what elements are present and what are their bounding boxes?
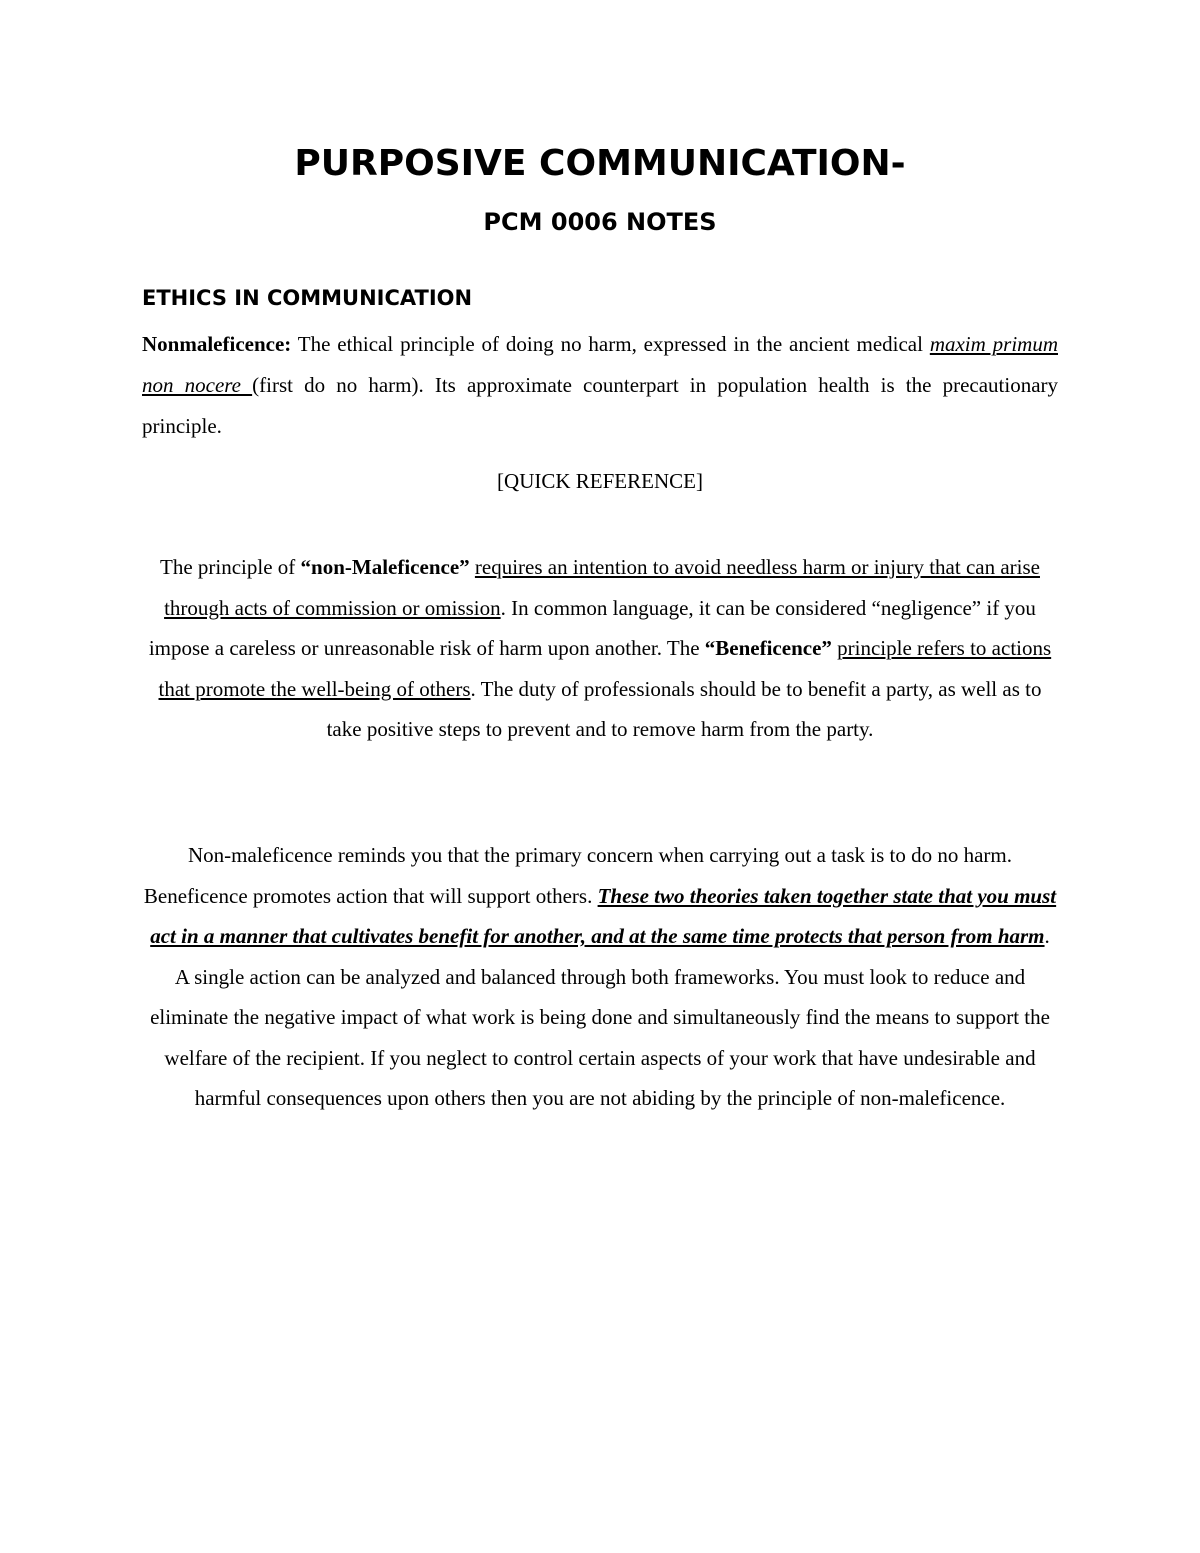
principles-paragraph	[142, 547, 1058, 750]
document-subtitle: PCM 0006 NOTES	[483, 208, 717, 236]
definition-text-1: The ethical principle of doing no harm, expressed in the ancient medical	[291, 332, 930, 356]
quick-reference-label: [QUICK REFERENCE]	[497, 469, 703, 493]
definition-text-2: (first do no harm). Its approximate counterpart in population health is the precautionary principle.	[142, 373, 1059, 438]
p1-underline-2: principle refers to actions that promote the well-being of others	[158, 636, 1052, 701]
p2-text-2: . A single action can be analyzed and balanced through both frameworks. You must look to reduce and eliminate the negative impact of what work is being done and simultaneously find the means to support the welfare of the recipient. If you neglect to control certain aspects of your work that have undesirable and harmful consequences upon others then you are not abiding by the principle of non-maleficence.	[150, 924, 1050, 1110]
p1-term-beneficence: “Beneficence”	[704, 636, 832, 660]
definition-term: Nonmaleficence:	[142, 332, 292, 356]
document-title: PURPOSIVE COMMUNICATION-	[294, 143, 906, 184]
p2-emphasis: These two theories taken together state that you must act in a manner that cultivates benefit for another, and at the same time protects that person from harm	[150, 883, 1057, 948]
p1-underline-1: requires an intention to avoid needless harm or injury that can arise through acts of commission or omission	[164, 555, 1040, 620]
p1-text-1: The principle of	[160, 555, 301, 579]
p1-text-2: . In common language, it can be considered “negligence” if you impose a careless or unreasonable risk of harm upon another. The	[148, 595, 1036, 660]
summary-paragraph	[142, 835, 1058, 1119]
p1-text-3: . The duty of professionals should be to benefit a party, as well as to take positive steps to prevent and to remove harm from the party.	[326, 676, 1042, 741]
p1-term-nonmaleficence: “non-Maleficence”	[300, 555, 470, 579]
p2-text-1: Non-maleficence reminds you that the primary concern when carrying out a task is to do no harm. Beneficence promotes action that will support others.	[143, 843, 1012, 908]
section-heading: ETHICS IN COMMUNICATION	[142, 286, 473, 310]
definition-maxim: maxim primum non nocere	[142, 332, 1058, 397]
definition-paragraph	[142, 324, 1058, 447]
